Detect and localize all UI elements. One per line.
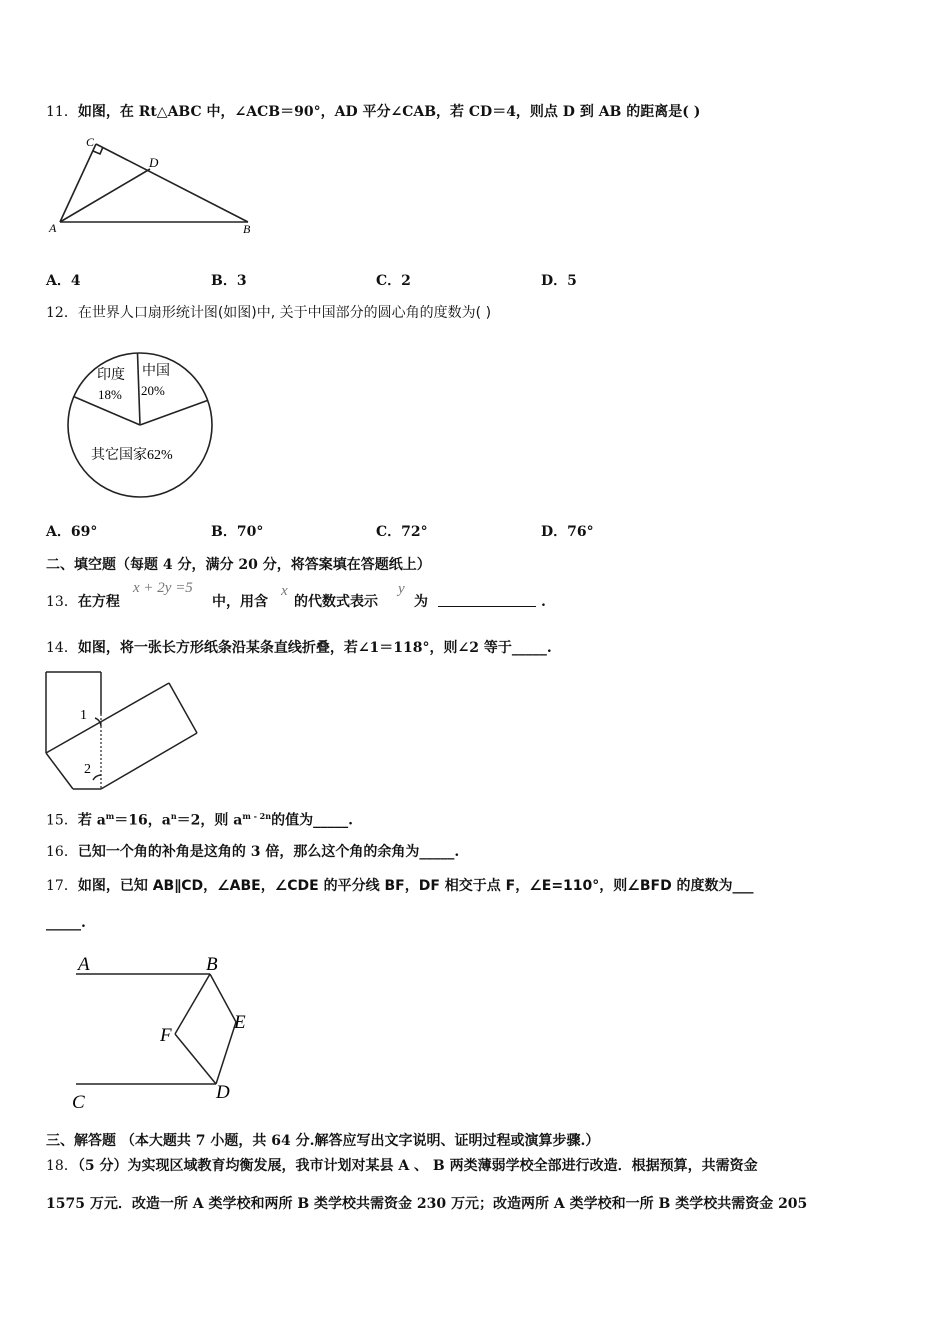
q15-number: 15． [46,812,78,829]
q14-fold-lines [46,672,197,789]
q12-number: 12． [46,305,78,321]
q11-option-b: B．3 [211,273,247,289]
q15-sup-3: m - 2n [242,811,272,821]
q15-text-2: ＝16，a [114,812,171,829]
pie-slice-divider-other [140,400,208,425]
q16-number: 16． [46,844,78,860]
q17-stem-continuation: _____. [46,915,86,931]
q16-stem: 已知一个角的补角是这角的 3 倍，那么这个角的余角为_____. [77,844,460,860]
q13-var-y: y [398,581,405,597]
q13-end: . [541,594,546,610]
q11-option-a: A．4 [46,273,81,289]
pie-label-india: 印度 [97,368,125,383]
q14-angle-1-label: 1 [80,708,87,723]
section-3-heading: 三、解答题 （本大题共 7 小题，共 64 分.解答应写出文字说明、证明过程或演算步骤.） [46,1133,600,1149]
q17-label-f: F [160,1025,172,1046]
q11-option-c: C．2 [376,273,411,289]
q18-line-1-text: （5 分）为实现区域教育均衡发展，我市计划对某县 A 、 B 两类薄弱学校全部进行改造．根据预算，共需资金 [77,1158,758,1174]
q15-text-3: ＝2，则 a [176,812,243,829]
q13-suffix: 为 [414,594,428,610]
q12-option-a: A．69° [46,524,98,540]
q14-angle-2-label: 2 [84,762,91,777]
pie-label-other: 其它国家62% [91,448,173,463]
q13-prefix: 在方程 [77,594,120,610]
q17-label-c: C [72,1092,85,1113]
q14-fold-figure [44,670,204,794]
q15-text-1: 若 a [77,812,106,829]
q18-line-1 [46,1156,758,1176]
q16-text [46,842,459,862]
q11-label-d: D [149,155,159,170]
q12-stem: 在世界人口扇形统计图(如图)中, 关于中国部分的圆心角的度数为( ) [77,305,492,321]
q17-figure-lines [76,974,236,1084]
q17-number: 17． [46,878,78,894]
q11-number: 11． [46,104,78,120]
q11-triangle-figure [46,134,266,244]
q12-text [46,303,491,323]
q14-stem: 如图，将一张长方形纸条沿某条直线折叠，若∠1＝118°，则∠2 等于_____. [77,640,552,656]
q11-label-b: B [243,222,251,236]
q13-answer-blank[interactable] [438,592,536,607]
q13-mid2: 的代数式表示 [294,594,378,610]
q14-number: 14． [46,640,78,656]
q11-label-c: C [86,135,95,149]
q13-number: 13． [46,594,78,610]
q13-equation: x + 2y =5 [133,580,193,596]
q17-label-d: D [216,1082,230,1103]
q14-text [46,638,552,658]
q17-label-b: B [206,954,218,975]
q12-option-d: D．76° [541,524,594,540]
pie-slice-divider-china [138,353,141,425]
q13-mid: 中，用含 [212,594,268,610]
q18-number: 18． [46,1158,78,1174]
q12-option-b: B．70° [211,524,264,540]
q11-text [46,102,700,122]
q17-stem: 如图，已知 AB∥CD，∠ABE，∠CDE 的平分线 BF，DF 相交于点 F，∠E=110°，则∠BFD 的度数为___ [77,878,754,894]
pie-value-china: 20% [141,383,165,398]
q15-text-4: 的值为_____. [271,812,353,829]
pie-value-india: 18% [98,387,122,402]
q17-parallel-figure [70,950,270,1116]
q15-text [46,806,353,831]
q15-sup-2: n [170,811,177,821]
q11-label-a: A [49,221,57,235]
pie-label-china: 中国 [142,364,170,379]
q11-stem: 如图，在 Rt△ABC 中，∠ACB＝90°，AD 平分∠CAB，若 CD＝4，则点 D 到 AB 的距离是( ) [77,104,701,120]
q17-label-a: A [78,954,90,975]
q13-text [46,592,120,612]
q18-line-2: 1575 万元．改造一所 A 类学校和两所 B 类学校共需资金 230 万元；改造两所 A 类学校和一所 B 类学校共需资金 205 [46,1196,808,1212]
section-2-heading: 二、填空题（每题 4 分，满分 20 分，将答案填在答题纸上） [46,557,431,573]
q12-pie-chart [64,350,224,500]
q13-var-x: x [281,583,288,599]
q17-text [46,876,754,896]
q11-option-d: D．5 [541,273,577,289]
q15-sup-1: m [105,811,115,821]
q12-option-c: C．72° [376,524,428,540]
q17-label-e: E [234,1012,246,1033]
